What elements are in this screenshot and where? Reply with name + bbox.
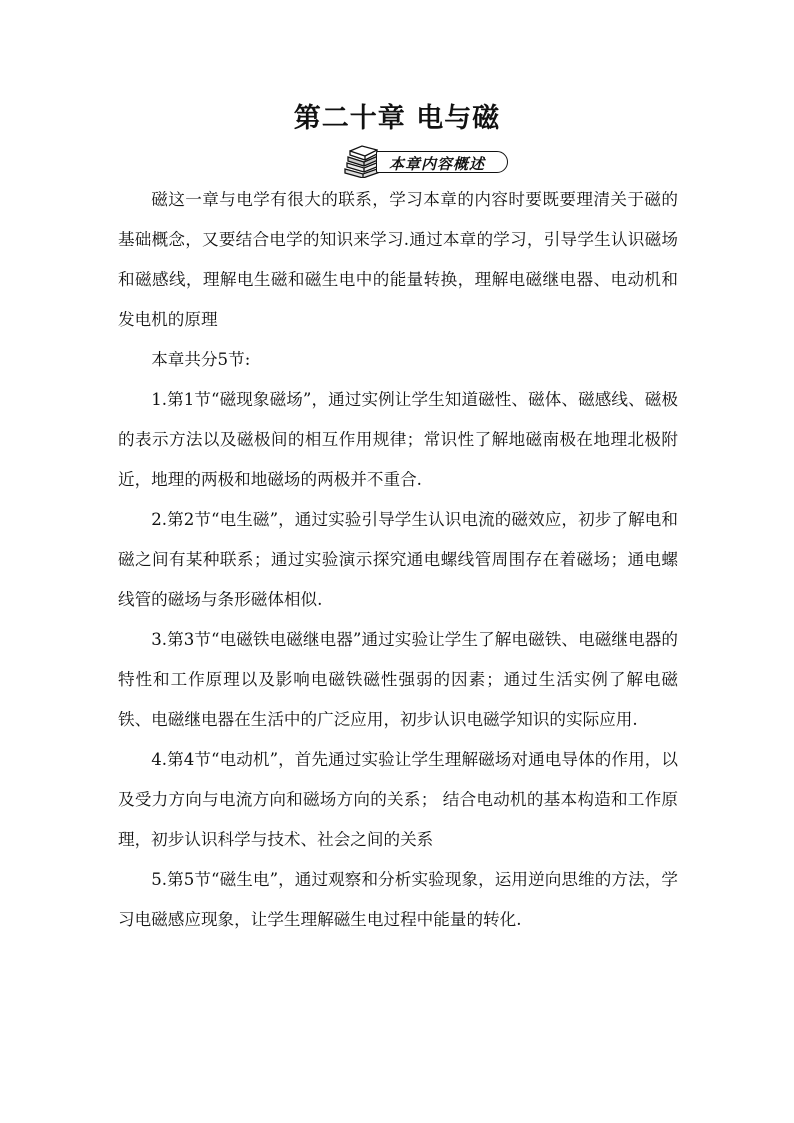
- section-5-paragraph: 5.第5节“磁生电”，通过观察和分析实验现象，运用逆向思维的方法，学习电磁感应现象，让学生理解磁生电过程中能量的转化.: [118, 870, 678, 929]
- section-label: 本章内容概述: [389, 155, 486, 173]
- section-banner: [342, 144, 512, 178]
- section-1-paragraph: 1.第1节“磁现象磁场”，通过实例让学生知道磁性、磁体、磁感线、磁极的表示方法以及磁极间的相互作用规律；常识性了解地磁南极在地理北极附近，地理的两极和地磁场的两极并不重合.: [118, 390, 678, 489]
- page-title: 第二十章 电与磁: [293, 103, 501, 134]
- chapter-summary: [118, 180, 678, 940]
- section-label-box: [376, 151, 508, 173]
- section-4-paragraph: 4.第4节“电动机”，首先通过实验让学生理解磁场对通电导体的作用，以及受力方向与电流方向和磁场方向的关系； 结合电动机的基本构造和工作原理，初步认识科学与技术、社会之间的关系: [118, 750, 678, 849]
- section-2-paragraph: 2.第2节“电生磁”，通过实验引导学生认识电流的磁效应，初步了解电和磁之间有某种联系；通过实验演示探究通电螺线管周围存在着磁场；通电螺线管的磁场与条形磁体相似.: [118, 510, 678, 609]
- sections-count-paragraph: 本章共分5节:: [151, 350, 251, 369]
- intro-paragraph: 磁这一章与电学有很大的联系，学习本章的内容时要既要理清关于磁的基础概念，又要结合电学的知识来学习.通过本章的学习，引导学生认识磁场和磁感线，理解电生磁和磁生电中的能量转换，理解电磁继电器、电动机和发电机的原理: [118, 190, 678, 329]
- section-3-paragraph: 3.第3节“电磁铁电磁继电器”通过实验让学生了解电磁铁、电磁继电器的特性和工作原理以及影响电磁铁磁性强弱的因素；通过生活实例了解电磁铁、电磁继电器在生活中的广泛应用，初步认识电磁学知识的实际应用.: [118, 630, 678, 729]
